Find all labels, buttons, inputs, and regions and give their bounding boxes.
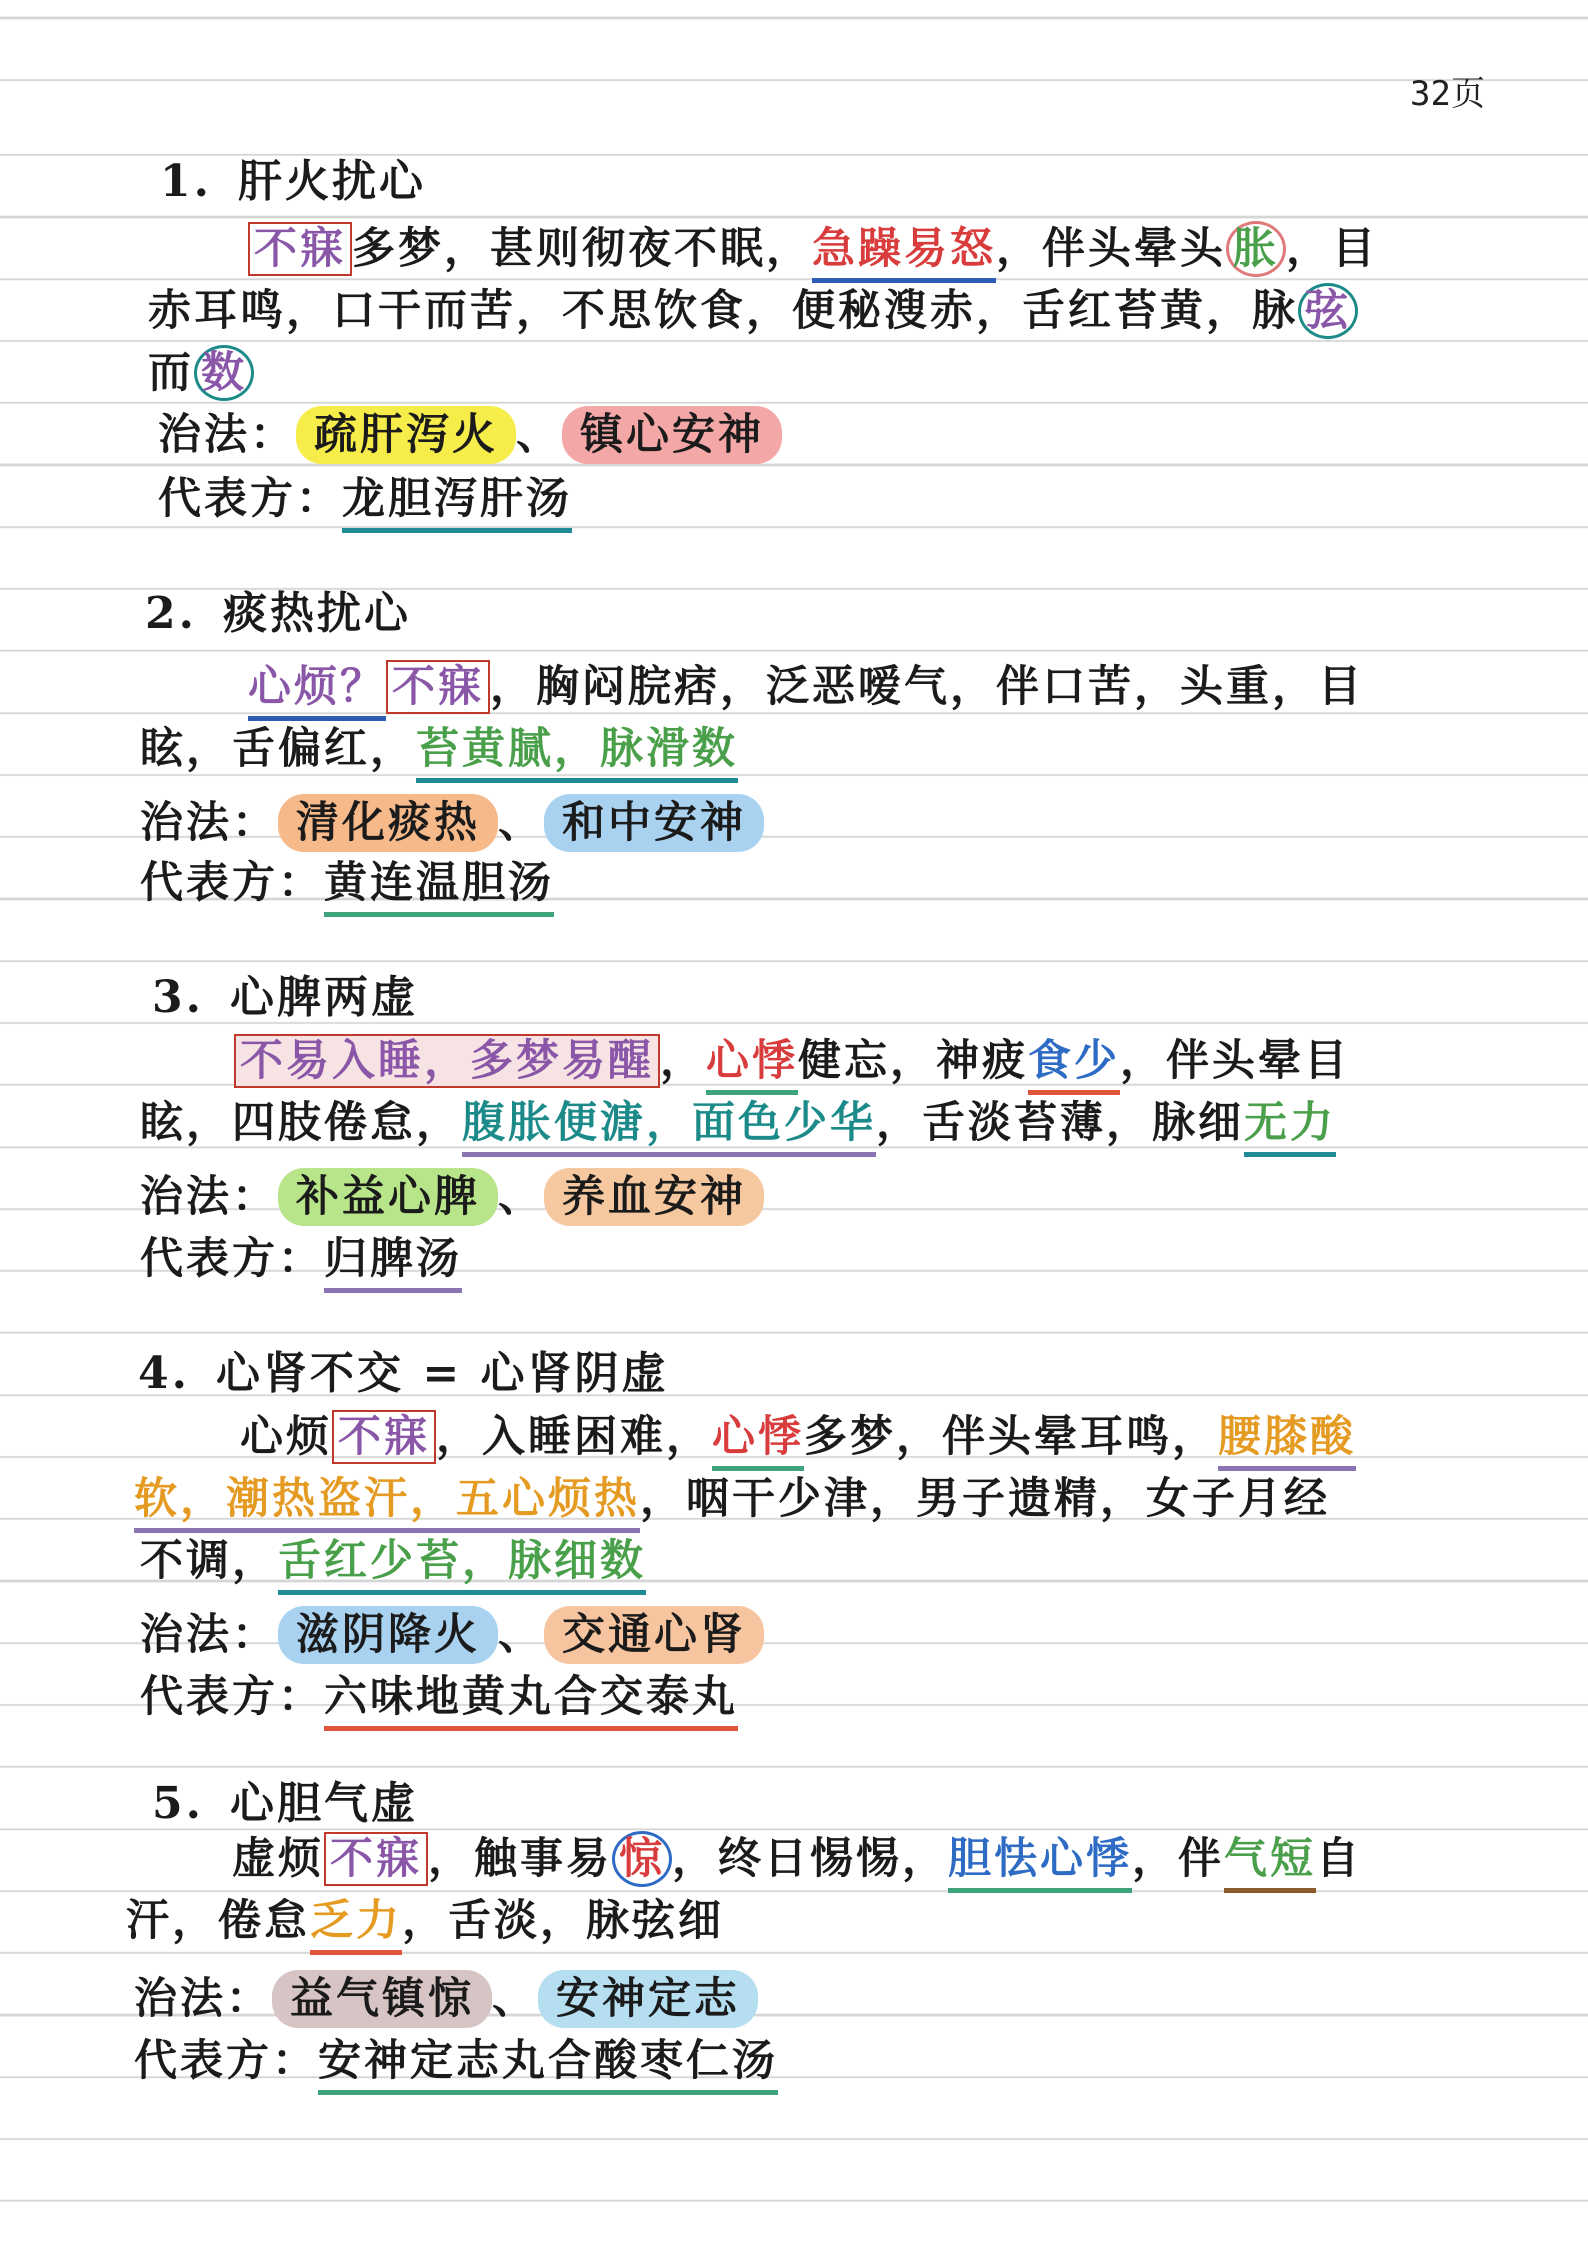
method-highlight: 补益心脾	[278, 1168, 498, 1226]
keyword-box: 不寐	[248, 222, 352, 276]
section-1-formula	[158, 474, 572, 524]
section-5-heading	[152, 1778, 418, 1829]
body-text: ，	[660, 1036, 706, 1086]
section-4-number: 4.	[138, 1348, 190, 1399]
method-highlight: 疏肝泻火	[296, 406, 516, 464]
keyword-underlined: 腰膝酸	[1218, 1412, 1356, 1471]
method-highlight: 养血安神	[544, 1168, 764, 1226]
section-3-method	[140, 1172, 764, 1222]
separator: 、	[498, 1610, 544, 1660]
keyword-underlined: 食少	[1028, 1036, 1120, 1095]
section-5-number: 5.	[152, 1778, 204, 1829]
keyword-underlined: 心悸	[712, 1412, 804, 1471]
method-label: 治法：	[158, 410, 296, 460]
section-1-body-line-2	[148, 286, 1358, 336]
section-5-formula	[134, 2036, 778, 2086]
body-text: 赤耳鸣，口干而苦，不思饮食，便秘溲赤，舌红苔黄，脉	[148, 286, 1298, 336]
body-text: 自	[1316, 1834, 1362, 1884]
section-4-heading	[138, 1348, 669, 1399]
section-4-title: 心肾不交 = 心肾阴虚	[216, 1348, 669, 1399]
formula-name: 黄连温胆汤	[324, 858, 554, 917]
method-highlight: 镇心安神	[562, 406, 782, 464]
body-text: ，终日惕惕，	[672, 1834, 948, 1884]
formula-name: 六味地黄丸合交泰丸	[324, 1672, 738, 1731]
formula-label: 代表方：	[140, 1234, 324, 1284]
body-text: ，伴头晕目	[1120, 1036, 1350, 1086]
keyword-circled: 胀	[1226, 221, 1286, 277]
section-3-body-line-1	[234, 1036, 1350, 1086]
formula-name: 安神定志丸合酸枣仁汤	[318, 2036, 778, 2095]
keyword-circled: 弦	[1298, 283, 1358, 339]
separator: 、	[516, 410, 562, 460]
section-5-body-line-1	[232, 1834, 1362, 1884]
section-3-heading	[152, 972, 418, 1023]
formula-label: 代表方：	[158, 474, 342, 524]
body-text: 虚烦	[232, 1834, 324, 1884]
section-1-title: 肝火扰心	[238, 156, 426, 207]
keyword-underlined: 乏力	[310, 1896, 402, 1955]
body-text: 汗，倦怠	[126, 1896, 310, 1946]
page-number: 32页	[1410, 74, 1485, 114]
body-text: 眩，舌偏红，	[140, 724, 416, 774]
method-highlight: 益气镇惊	[272, 1970, 492, 2028]
keyword-underlined: 无力	[1244, 1098, 1336, 1157]
keyword-underlined: 舌红少苔，脉细数	[278, 1536, 646, 1595]
section-2-title: 痰热扰心	[223, 588, 411, 639]
method-highlight: 交通心肾	[544, 1606, 764, 1664]
separator: 、	[492, 1974, 538, 2024]
body-text: 心烦	[240, 1412, 332, 1462]
body-text: ，胸闷脘痞，泛恶嗳气，伴口苦，头重，目	[490, 662, 1364, 712]
keyword-underlined: 心烦？	[248, 662, 386, 721]
formula-label: 代表方：	[134, 2036, 318, 2086]
section-2-heading	[145, 588, 411, 639]
body-text: ，咽干少津，男子遗精，女子月经	[640, 1474, 1330, 1524]
section-4-formula	[140, 1672, 738, 1722]
section-2-number: 2.	[145, 588, 197, 639]
separator: 、	[498, 798, 544, 848]
keyword-underlined: 急躁易怒	[812, 224, 996, 283]
keyword-underlined: 苔黄腻，脉滑数	[416, 724, 738, 783]
formula-label: 代表方：	[140, 858, 324, 908]
method-highlight: 滋阴降火	[278, 1606, 498, 1664]
keyword-circled: 惊	[612, 1831, 672, 1887]
method-highlight: 清化痰热	[278, 794, 498, 852]
keyword-underlined: 腹胀便溏，面色少华	[462, 1098, 876, 1157]
body-text: ，舌淡，脉弦细	[402, 1896, 724, 1946]
section-4-body-line-2	[134, 1474, 1330, 1524]
method-highlight: 和中安神	[544, 794, 764, 852]
section-2-method	[140, 798, 764, 848]
keyword-underlined: 气短	[1224, 1834, 1316, 1893]
method-highlight: 安神定志	[538, 1970, 758, 2028]
keyword-box: 不易入睡，多梦易醒	[234, 1034, 660, 1088]
section-3-number: 3.	[152, 972, 204, 1023]
section-2-body-line-1	[248, 662, 1364, 712]
section-5-body-line-2	[126, 1896, 724, 1946]
keyword-underlined: 胆怯心悸	[948, 1834, 1132, 1893]
body-text: ，入睡困难，	[436, 1412, 712, 1462]
section-3-body-line-2	[140, 1098, 1336, 1148]
section-1-body-line-3	[148, 348, 254, 398]
body-text: 而	[148, 348, 194, 398]
method-label: 治法：	[140, 1172, 278, 1222]
formula-name: 龙胆泻肝汤	[342, 474, 572, 533]
body-text: 不调，	[140, 1536, 278, 1586]
section-2-body-line-2	[140, 724, 738, 774]
body-text: 多梦，伴头晕耳鸣，	[804, 1412, 1218, 1462]
section-5-method	[134, 1974, 758, 2024]
body-text: ，伴头晕头	[996, 224, 1226, 274]
section-4-body-line-1	[240, 1412, 1356, 1462]
section-3-formula	[140, 1234, 462, 1284]
body-text: ，触事易	[428, 1834, 612, 1884]
separator: 、	[498, 1172, 544, 1222]
body-text: ，伴	[1132, 1834, 1224, 1884]
keyword-underlined: 心悸	[706, 1036, 798, 1095]
keyword-circled: 数	[194, 345, 254, 401]
section-4-body-line-3	[140, 1536, 646, 1586]
section-1-method	[158, 410, 782, 460]
keyword-box: 不寐	[386, 660, 490, 714]
section-4-method	[140, 1610, 764, 1660]
keyword-box: 不寐	[324, 1832, 428, 1886]
formula-name: 归脾汤	[324, 1234, 462, 1293]
section-5-title: 心胆气虚	[230, 1778, 418, 1829]
keyword-underlined: 软，潮热盗汗，五心烦热	[134, 1474, 640, 1533]
body-text: 健忘，神疲	[798, 1036, 1028, 1086]
method-label: 治法：	[134, 1974, 272, 2024]
section-1-heading	[160, 156, 426, 207]
section-1-number: 1.	[160, 156, 212, 207]
body-text: ，舌淡苔薄，脉细	[876, 1098, 1244, 1148]
section-3-title: 心脾两虚	[230, 972, 418, 1023]
section-2-formula	[140, 858, 554, 908]
body-text: ，目	[1286, 224, 1378, 274]
body-text: 眩，四肢倦怠，	[140, 1098, 462, 1148]
section-1-body-line-1	[248, 224, 1378, 274]
formula-label: 代表方：	[140, 1672, 324, 1722]
method-label: 治法：	[140, 798, 278, 848]
keyword-box: 不寐	[332, 1410, 436, 1464]
body-text: 多梦，甚则彻夜不眠，	[352, 224, 812, 274]
method-label: 治法：	[140, 1610, 278, 1660]
